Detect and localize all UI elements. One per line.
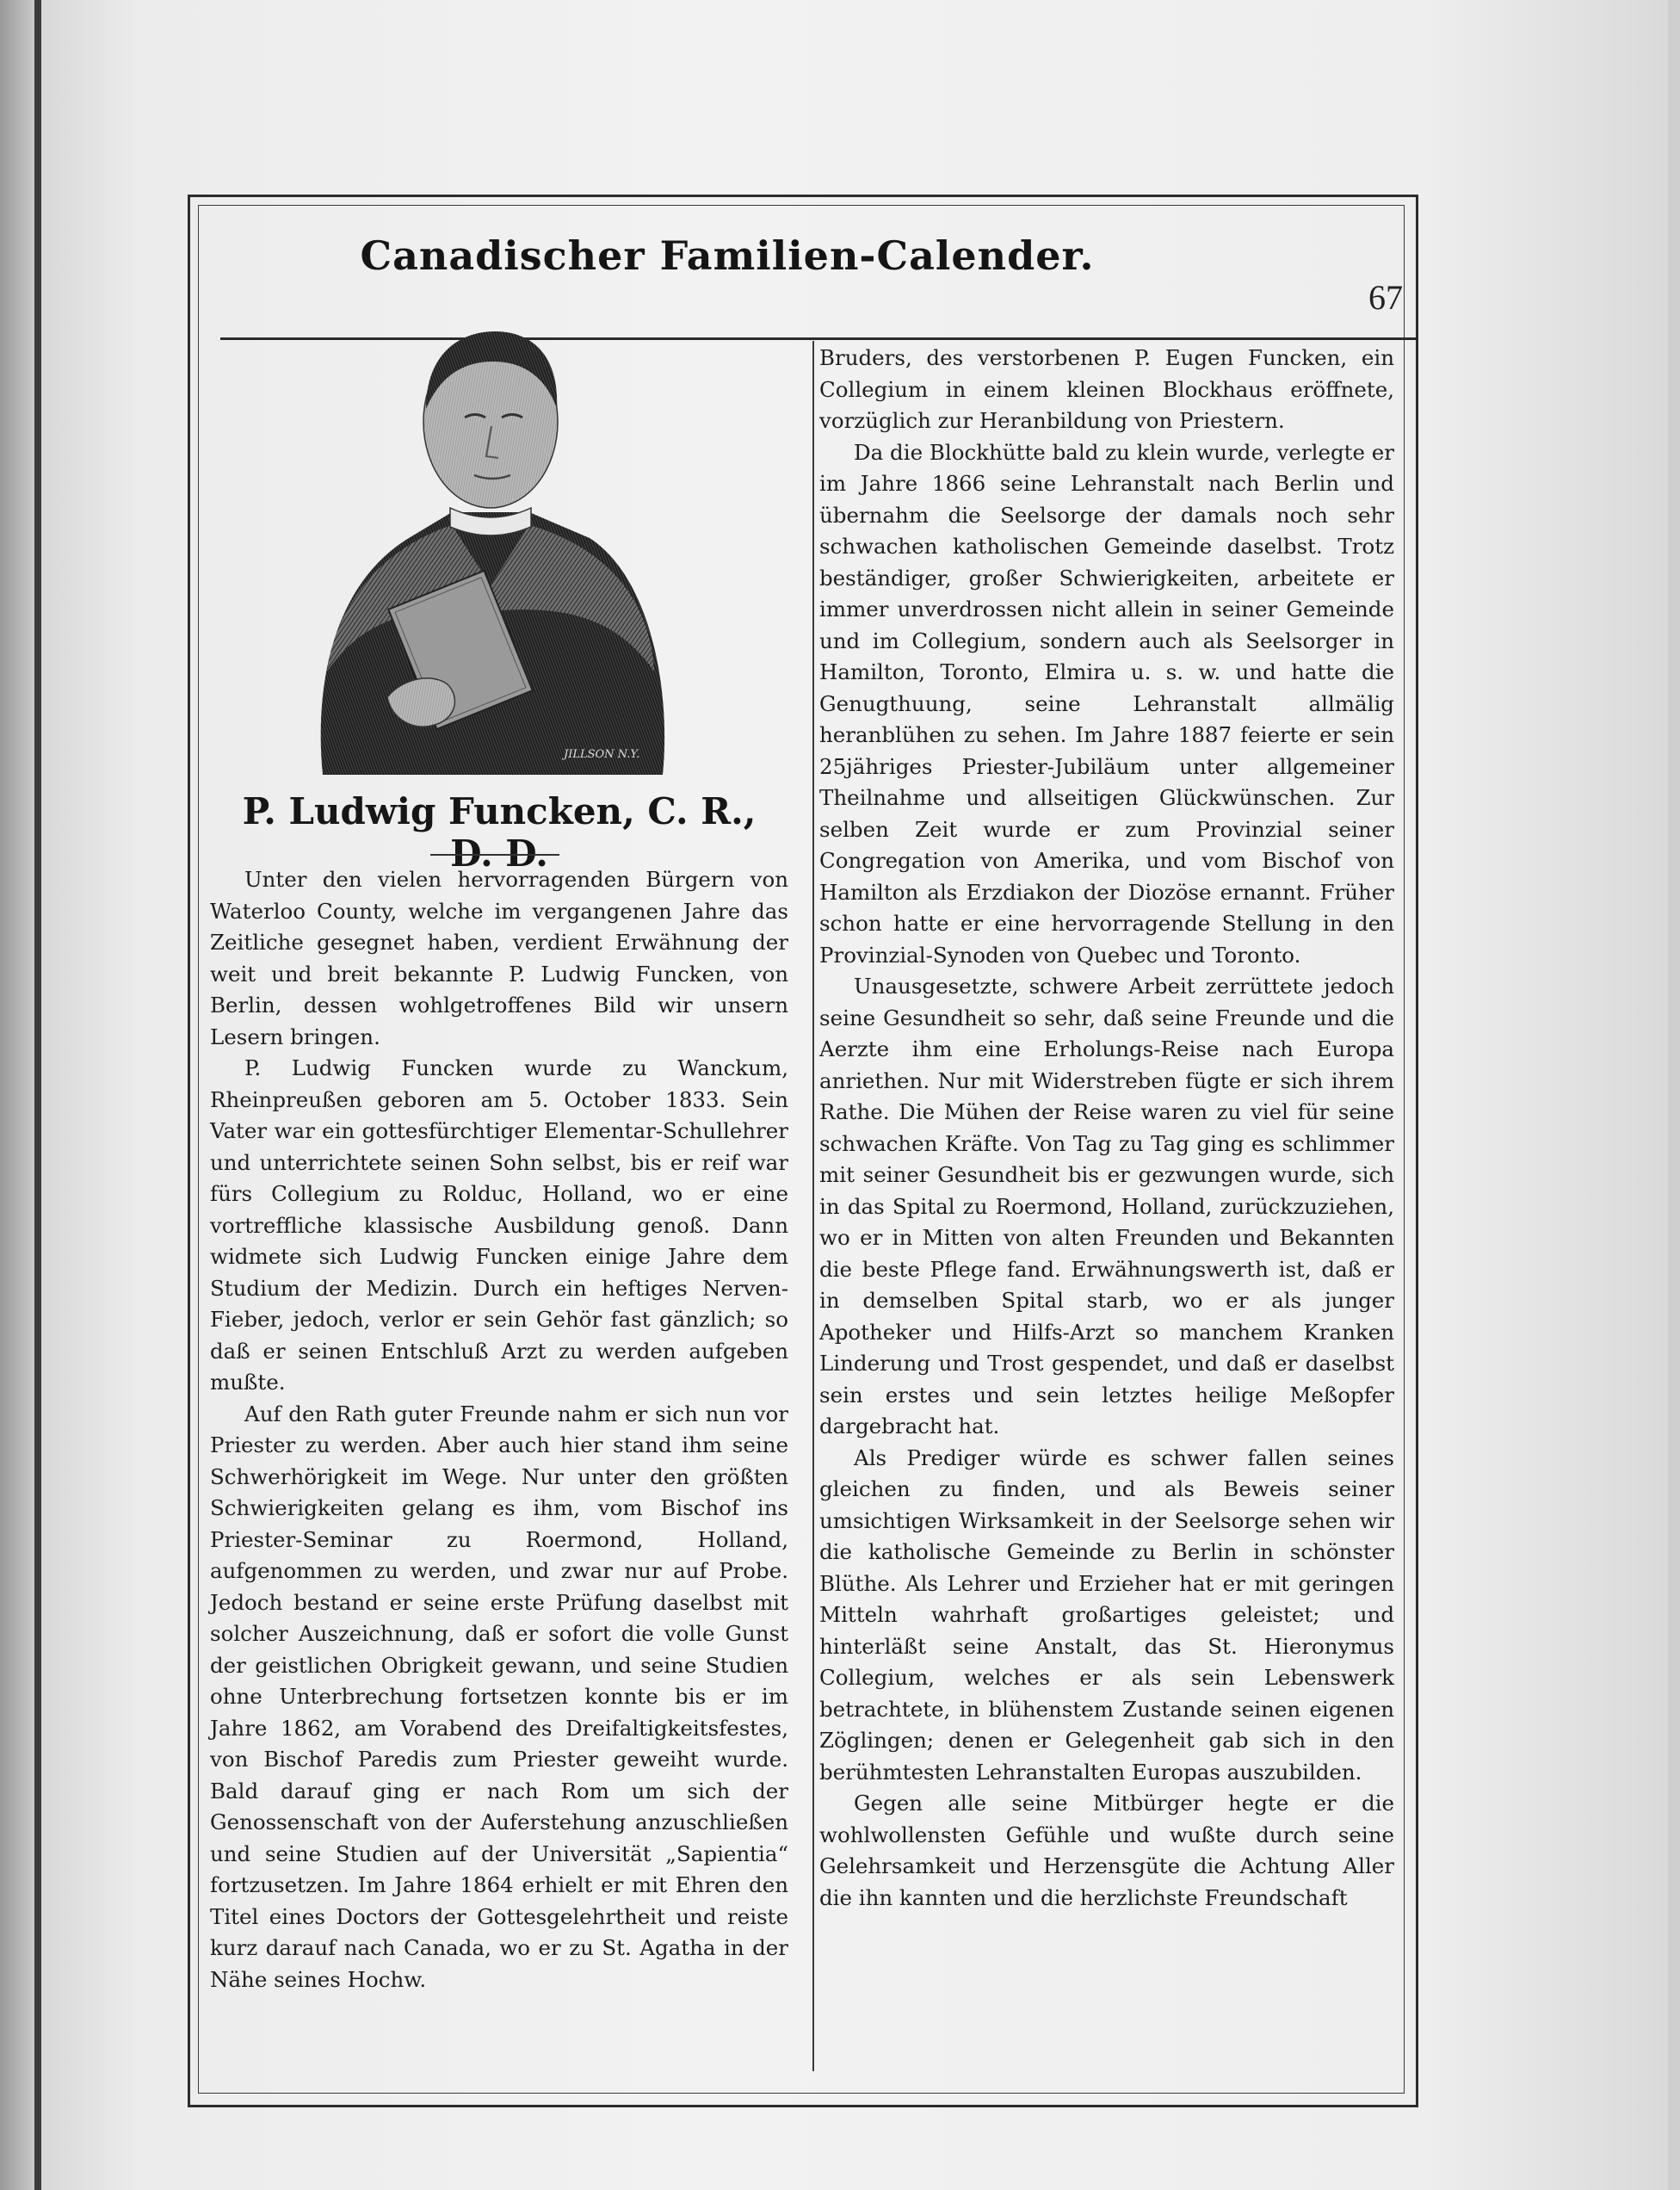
paragraph-continued: Bruders, des verstorbenen P. Eugen Funcken, ein Collegium in einem kleinen Blockhaus eröffnete, vorzüglich zur Heranbildung von Priestern.: [819, 345, 1394, 433]
article-left-column: [210, 864, 788, 1995]
paragraph: P. Ludwig Funcken wurde zu Wanckum, Rheinpreußen geboren am 5. October 1833. Sein Vater war ein gottesfürchtiger Elementar-Schullehrer und unterrichtete seinen Sohn selbst, bis er reif war fürs Collegium zu Rolduc, Holland, wo er eine vortreffliche klassische Ausbildung genoß. Dann widmete sich Ludwig Funcken einige Jahre dem Studium der Medizin. Durch ein heftiges Nerven-Fieber, jedoch, verlor er sein Gehör fast gänzlich; so daß er seinen Entschluß Arzt zu werden aufgeben mußte.: [210, 1055, 788, 1395]
svg-text:JILLSON N.Y.: JILLSON N.Y.: [564, 748, 640, 761]
running-header-title: Canadischer Familien-Calender.: [360, 232, 1095, 279]
article-right-column: [819, 343, 1394, 1914]
portrait-caption: P. Ludwig Funcken, C. R., D. D.: [242, 790, 757, 875]
paragraph: Unter den vielen hervorragenden Bürgern von Waterloo County, welche im vergangenen Jahre das Zeitliche gesegnet haben, verdient Erwähnung der weit und breit bekannte P. Ludwig Funcken, von Berlin, dessen wohlgetroffenes Bild wir unsern Lesern bringen.: [210, 867, 788, 1049]
caption-rule: [430, 854, 559, 856]
paragraph: Da die Blockhütte bald zu klein wurde, verlegte er im Jahre 1866 seine Lehranstalt nach Berlin und übernahm die Seelsorge der damals noch sehr schwachen katholischen Gemeinde daselbst. Trotz beständiger, großer Schwierigkeiten, arbeitete er immer unverdrossen nicht allein in seiner Gemeinde und im Collegium, sondern auch als Seelsorger in Hamilton, Toronto, Elmira u. s. w. und hatte die Genugthuung, seine Lehranstalt allmälig heranblühen zu sehen. Im Jahre 1887 feierte er sein 25jähriges Priester-Jubiläum unter allgemeiner Theilnahme und allseitigen Glückwünschen. Zur selben Zeit wurde er zum Provinzial seiner Congregation von Amerika, und vom Bischof von Hamilton als Erzdiakon der Diozöse ernannt. Früher schon hatte er eine hervorragende Stellung in den Provinzial-Synoden von Quebec und Toronto.: [819, 439, 1394, 968]
page-edge: [34, 0, 41, 2190]
paragraph: Als Prediger würde es schwer fallen seines gleichen zu finden, und als Beweis seiner umsichtigen Wirksamkeit in der Seelsorge sehen wir die katholische Gemeinde zu Berlin in schönster Blüthe. Als Lehrer und Erzieher hat er mit geringen Mitteln wahrhaft großartiges geleistet; und hinterläßt seine Anstalt, das St. Hieronymus Collegium, welches er als sein Lebenswerk betrachtete, in blühenstem Zustande seinen eigenen Zöglingen; denen er Gelegenheit gab sich in den berühmtesten Lehranstalten Europas auszubilden.: [819, 1445, 1394, 1785]
paragraph: Gegen alle seine Mitbürger hegte er die wohlwollensten Gefühle und wußte durch seine Gelehrsamkeit und Herzensgüte die Achtung Aller die ihn kannten und die herzlichste Freundschaft: [819, 1791, 1394, 1910]
paragraph: Unausgesetzte, schwere Arbeit zerrüttete jedoch seine Gesundheit so sehr, daß seine Freunde und die Aerzte ihm eine Erholungs-Reise nach Europa anriethen. Nur mit Widerstreben fügte er sich ihrem Rathe. Die Mühen der Reise waren zu viel für seine schwachen Kräfte. Von Tag zu Tag ging es schlimmer mit seiner Gesundheit bis er gezwungen wurde, sich in das Spital zu Roermond, Holland, zurückzuziehen, wo er in Mitten von alten Freunden und Bekannten die beste Pflege fand. Erwähnungswerth ist, daß er in demselben Spital starb, wo er als junger Apotheker und Hilfs-Arzt so manchem Kranken Linderung und Trost gespendet, und daß er daselbst sein erstes und sein letztes heilige Meßopfer dargebracht hat.: [819, 974, 1394, 1438]
column-divider: [812, 341, 814, 2071]
collar: [450, 508, 531, 535]
portrait-engraving: [306, 327, 676, 783]
paragraph: Auf den Rath guter Freunde nahm er sich nun vor Priester zu werden. Aber auch hier stand ihm seine Schwerhörigkeit im Wege. Nur unter den größten Schwierigkeiten gelang es ihm, vom Bischof ins Priester-Seminar zu Roermond, Holland, aufgenommen zu werden, und zwar nur auf Probe. Jedoch bestand er seine erste Prüfung daselbst mit solcher Auszeichnung, daß er sofort die volle Gunst der geistlichen Obrigkeit gewann, und seine Studien ohne Unterbrechung fortsetzen konnte bis er im Jahre 1862, am Vorabend des Dreifaltigkeitsfestes, von Bischof Paredis zum Priester geweiht wurde. Bald darauf ging er nach Rom um sich der Genossenschaft von der Auferstehung anzuschließen und seine Studien auf der Universität „Sapientia“ fortzusetzen. Im Jahre 1864 erhielt er mit Ehren den Titel eines Doctors der Gottesgelehrtheit und reiste kurz darauf nach Canada, wo er zu St. Agatha in der Nähe seines Hochw.: [210, 1401, 788, 1992]
page-number: 67: [1368, 278, 1403, 317]
scan-background: [0, 0, 34, 2190]
